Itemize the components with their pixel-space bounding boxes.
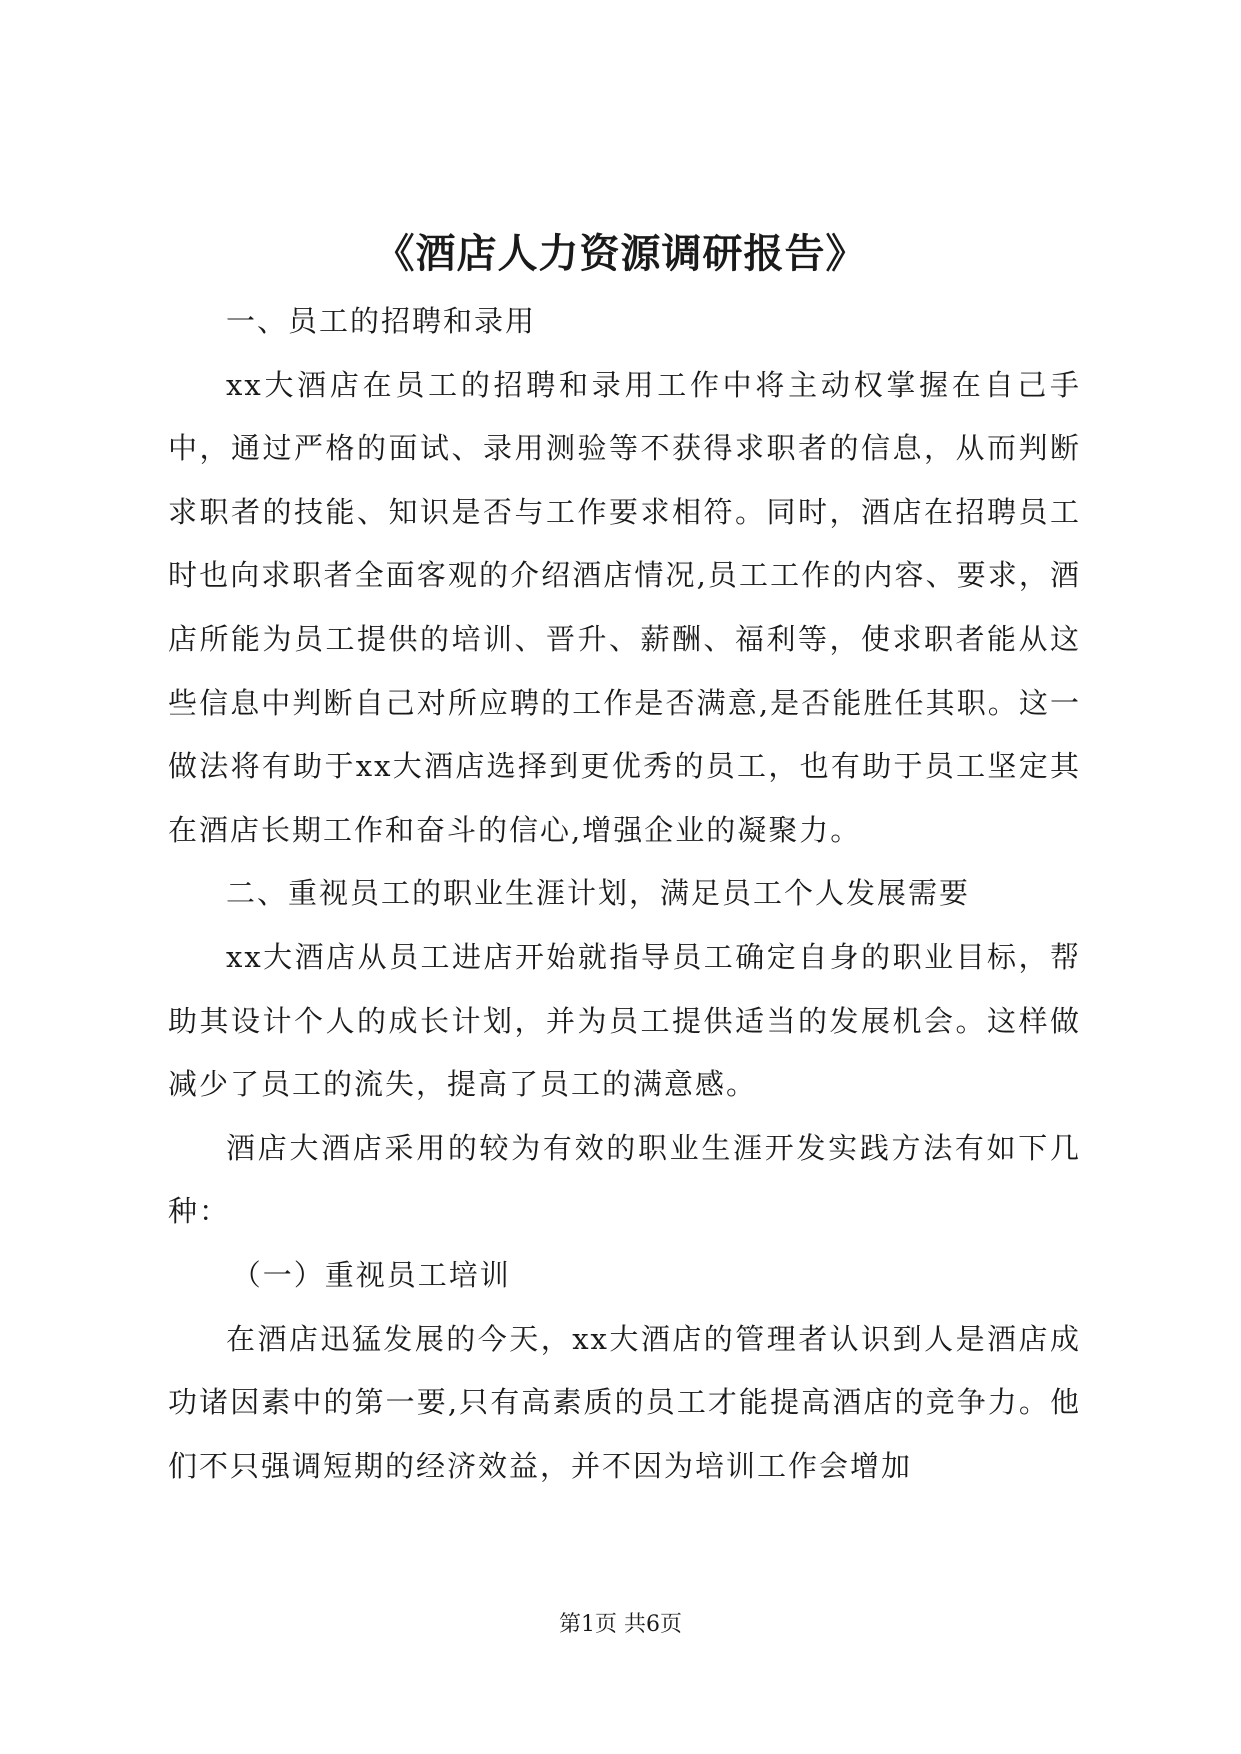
sub-heading-training: （一）重视员工培训 — [231, 1257, 511, 1292]
page-indicator: 第1页 共6页 — [559, 1612, 682, 1637]
paragraph-training: 在酒店迅猛发展的今天，xx大酒店的管理者认识到人是酒店成功诸因素中的第一要,只有高素质的员工才能提高酒店的竞争力。他们不只强调短期的经济效益，并不因为培训工作会增加 — [168, 1321, 1081, 1483]
document-title: 《酒店人力资源调研报告》 — [374, 230, 867, 277]
paragraph-career-plan: xx大酒店从员工进店开始就指导员工确定自身的职业目标，帮助其设计个人的成长计划，并为员工提供适当的发展机会。这样做减少了员工的流失，提高了员工的满意感。 — [168, 939, 1081, 1102]
paragraph-recruitment: xx大酒店在员工的招聘和录用工作中将主动权掌握在自己手中，通过严格的面试、录用测验等不获得求职者的信息，从而判断求职者的技能、知识是否与工作要求相符。同时，酒店在招聘员工时也向求职者全面客观的介绍酒店情况,员工工作的内容、要求，酒店所能为员工提供的培训、晋升、薪酬、福利等，使求职者能从这些信息中判断自己对所应聘的工作是否满意,是否能胜任其职。这一做法将有助于xx大酒店选择到更优秀的员工，也有助于员工坚定其在酒店长期工作和奋斗的信心,增强企业的凝聚力。 — [168, 367, 1081, 847]
paragraph-methods-intro: 酒店大酒店采用的较为有效的职业生涯开发实践方法有如下几种： — [168, 1130, 1081, 1229]
section-heading-1: 一、员工的招聘和录用 — [226, 304, 537, 338]
section-heading-2: 二、重视员工的职业生涯计划，满足员工个人发展需要 — [226, 876, 971, 911]
document-body — [168, 290, 1081, 1498]
